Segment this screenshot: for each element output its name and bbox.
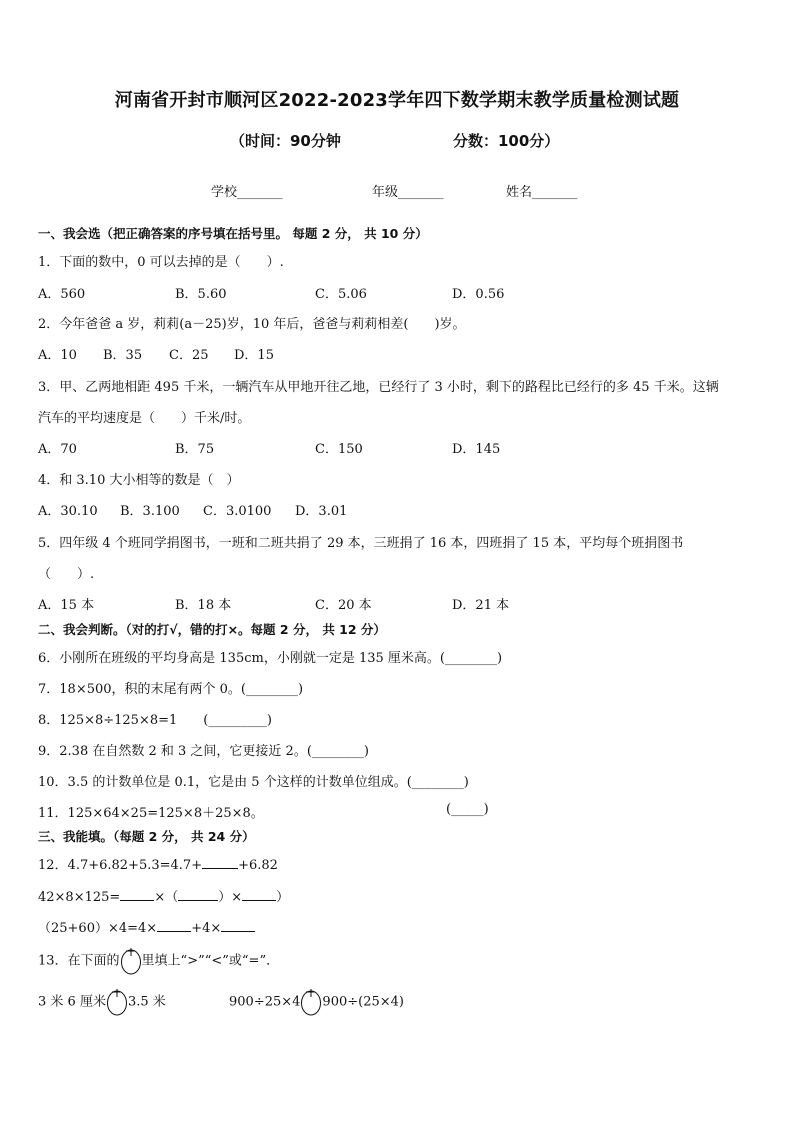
q5-option-c: C．20 本: [315, 598, 372, 613]
q12-blank-2[interactable]: [120, 888, 154, 901]
question-12-line-1: [38, 854, 278, 873]
question-7: 7．18×500，积的末尾有两个 0。(________): [38, 682, 304, 697]
q4-option-b: B．3.100: [120, 504, 180, 519]
question-12-line-3: [38, 917, 255, 936]
question-8: 8．125×8÷125×8=1 (_________): [38, 713, 272, 728]
q12-blank-5[interactable]: [157, 919, 191, 932]
question-3-line-2: 汽车的平均速度是（ ）千米/时。: [38, 411, 251, 426]
q2-option-c: C．25: [169, 348, 209, 363]
q3-option-c: C．150: [315, 442, 363, 457]
q13-intro-start: 13．在下面的: [38, 953, 120, 969]
q3-option-b: B．75: [175, 442, 215, 457]
q5-option-a: A．15 本: [38, 598, 95, 613]
q12-line3-mid: +4×: [191, 921, 222, 936]
circle-icon: [120, 947, 142, 975]
q1-option-b: B．5.60: [175, 287, 227, 302]
q13-intro-end: 里填上“>”“<”或“=”．: [141, 953, 280, 969]
q13-compare-right: [229, 988, 404, 1016]
q3-option-a: A．70: [38, 442, 77, 457]
name-field[interactable]: 姓名_______: [506, 185, 578, 200]
q12-line2-end: ）×: [218, 890, 243, 905]
compare-circle-1[interactable]: [106, 988, 128, 1016]
q1-option-c: C．5.06: [315, 287, 367, 302]
q13-left-b: 3.5 米: [127, 994, 166, 1010]
q1-option-a: A．560: [38, 287, 86, 302]
question-13: [38, 947, 279, 975]
compare-circle-2[interactable]: [300, 988, 322, 1016]
question-5-line-2: （ ）.: [38, 567, 95, 582]
q12-line2-close: ）: [276, 890, 290, 905]
q4-option-d: D．3.01: [295, 504, 348, 519]
q12-blank-6[interactable]: [221, 919, 255, 932]
q12-blank-3[interactable]: [178, 888, 218, 901]
question-1: 1．下面的数中，0 可以去掉的是（ ）.: [38, 255, 284, 270]
q13-left-a: 3 米 6 厘米: [38, 994, 106, 1010]
q2-option-b: B．35: [103, 348, 143, 363]
q12-line2-start: 42×8×125=: [38, 890, 121, 905]
question-11-answer-blank[interactable]: (_____): [446, 802, 489, 817]
q12-line2-mid: ×（: [154, 890, 179, 905]
q4-option-c: C．3.0100: [203, 504, 272, 519]
grade-field[interactable]: 年级_______: [372, 185, 444, 200]
q5-option-d: D．21 本: [452, 598, 510, 613]
q12-line1-end: +6.82: [238, 858, 278, 873]
q12-line3-start: （25+60）×4=4×: [38, 921, 158, 936]
exam-score: 分数：100分）: [453, 132, 560, 150]
question-12-line-2: [38, 886, 289, 905]
section-2-heading: 二、我会判断。（对的打√，错的打×。每题 2 分， 共 12 分）: [38, 622, 386, 637]
question-11: 11．125×64×25=125×8＋25×8。: [38, 806, 264, 821]
section-1-heading: 一、我会选（把正确答案的序号填在括号里。 每题 2 分， 共 10 分）: [38, 226, 428, 241]
school-field[interactable]: 学校_______: [211, 185, 283, 200]
q2-option-a: A．10: [38, 348, 77, 363]
question-6: 6．小刚所在班级的平均身高是 135cm，小刚就一定是 135 厘米高。(________): [38, 651, 503, 666]
question-9: 9．2.38 在自然数 2 和 3 之间，它更接近 2。(________): [38, 744, 369, 759]
page-title: 河南省开封市顺河区2022-2023学年四下数学期末教学质量检测试题: [114, 90, 680, 111]
exam-time: （时间：90分钟: [230, 132, 341, 150]
q5-option-b: B．18 本: [175, 598, 232, 613]
q1-option-d: D．0.56: [452, 287, 505, 302]
q12-line1-start: 12．4.7+6.82+5.3=4.7+: [38, 858, 203, 873]
q4-option-a: A．30.10: [38, 504, 98, 519]
q12-blank-1[interactable]: [202, 856, 238, 869]
q3-option-d: D．145: [452, 442, 501, 457]
question-5-line-1: 5．四年级 4 个班同学捐图书，一班和二班共捐了 29 本，三班捐了 16 本，四班捐了 15 本，平均每个班捐图书: [38, 536, 684, 551]
q13-right-b: 900÷(25×4): [322, 994, 404, 1010]
section-3-heading: 三、我能填。（每题 2 分， 共 24 分）: [38, 829, 255, 844]
q2-option-d: D．15: [234, 348, 274, 363]
question-2: 2．今年爸爸 a 岁，莉莉(a－25)岁，10 年后，爸爸与莉莉相差( )岁。: [38, 317, 466, 332]
question-10: 10．3.5 的计数单位是 0.1，它是由 5 个这样的计数单位组成。(________): [38, 775, 469, 790]
q13-right-a: 900÷25×4: [229, 994, 301, 1010]
question-4: 4．和 3.10 大小相等的数是（ ）: [38, 473, 240, 488]
q13-compare-left: [38, 988, 166, 1016]
question-3-line-1: 3．甲、乙两地相距 495 千米，一辆汽车从甲地开往乙地，已经行了 3 小时，剩下的路程比已经行的多 45 千米。这辆: [38, 380, 719, 395]
q12-blank-4[interactable]: [242, 888, 276, 901]
